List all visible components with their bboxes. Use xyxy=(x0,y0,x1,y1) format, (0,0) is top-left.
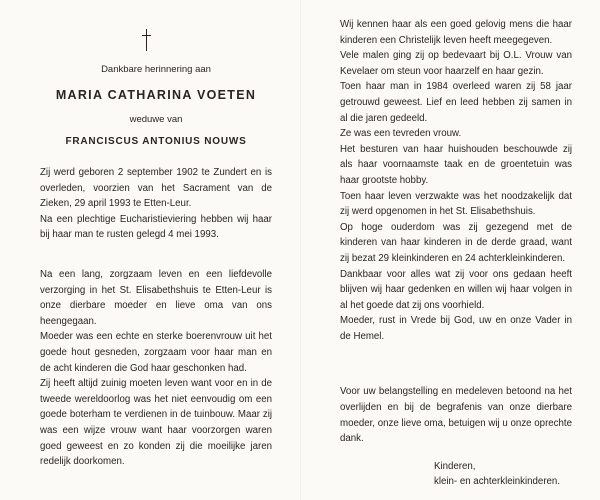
intro-text: Dankbare herinnering aan xyxy=(101,64,211,75)
left-column xyxy=(40,0,272,470)
remembrance-paragraph: Toen haar man in 1984 overleed waren zij 58 jaar getrouwd geweest. Lief en leed hebben zij samen in al die jaren gedeeld. xyxy=(340,81,572,124)
life-paragraph: Zij heeft altijd zuinig moeten leven want voor en in de tweede wereldoorlog was het niet eenvoudig om een goede boterham te verdienen in de tuinbouw. Maar zij was een wijze vrouw want haar voorzorgen waren goed geweest en zo konden zij die moeilijke jaren redelijk doorkomen. xyxy=(40,378,272,468)
remembrance-paragraph: Ze was een tevreden vrouw. xyxy=(340,128,462,140)
biography-block xyxy=(40,165,272,243)
husband-name: FRANCISCUS ANTONIUS NOUWS xyxy=(65,136,247,147)
card-fold-line xyxy=(300,0,301,500)
thanks-block xyxy=(340,384,572,446)
right-column xyxy=(340,0,572,490)
remembrance-paragraph: Moeder, rust in Vrede bij God, uw en onze Vader in de Hemel. xyxy=(340,315,572,342)
life-paragraph: Na een lang, zorgzaam leven en een liefdevolle verzorging in het St. Elisabethshuis te Etten-Leur is onze dierbare moeder en lieve oma van ons heengegaan. xyxy=(40,268,272,327)
remembrance-paragraph: Wij kennen haar als een goed gelovig mens die haar kinderen een Christelijk leven heeft meegegeven. xyxy=(340,19,572,46)
remembrance-paragraph: Vele malen ging zij op bedevaart bij O.L. Vrouw van Kevelaer om steun voor haarzelf en haar gezin. xyxy=(340,50,572,77)
life-paragraph: Moeder was een echte en sterke boerenvrouw uit het goede hout gesneden, zorgzaam voor haar man en de acht kinderen die God haar geschonken had. xyxy=(40,331,272,374)
remembrance-block xyxy=(340,17,572,344)
signature-line: klein- en achterkleinkinderen. xyxy=(434,476,561,488)
cross-icon xyxy=(140,29,154,53)
widow-of-text: weduwe van xyxy=(129,114,183,125)
birth-death-paragraph: Zij werd geboren 2 september 1902 te Zundert en is overleden, voorzien van het Sacrament van de Zieken, 29 april 1993 te Etten-Leur. xyxy=(40,167,272,210)
thanks-paragraph: Voor uw belangstelling en medeleven betoond na het overlijden en bij de begrafenis van onze dierbare moeder, onze lieve oma, betuigen wij u onze oprechte dank. xyxy=(340,386,572,445)
funeral-paragraph: Na een plechtige Eucharistieviering hebben wij haar bij haar man te rusten gelegd 4 mei 1993. xyxy=(40,213,272,241)
signature-line: Kinderen, xyxy=(434,460,476,472)
signature xyxy=(434,459,572,490)
remembrance-paragraph: Dankbaar voor alles wat zij voor ons gedaan heeft blijven wij haar gedenken en willen wij haar volgen in al het goede dat zij ons voorhield. xyxy=(340,268,572,311)
deceased-name: MARIA CATHARINA VOETEN xyxy=(55,88,257,102)
remembrance-paragraph: Op hoge ouderdom was zij gezegend met de kinderen van haar kinderen in de derde graad, want zij bezat 29 kleinkinderen en 24 achterkleinkinderen. xyxy=(340,221,572,264)
life-story-block xyxy=(40,267,272,470)
remembrance-paragraph: Toen haar leven verzwakte was het noodzakelijk dat zij werd opgenomen in het St. Elisabethshuis. xyxy=(340,190,572,218)
remembrance-paragraph: Het besturen van haar huishouden beschouwde zij als haar voornaamste taak en de groentetuin was haar grootste hobby. xyxy=(340,143,572,186)
